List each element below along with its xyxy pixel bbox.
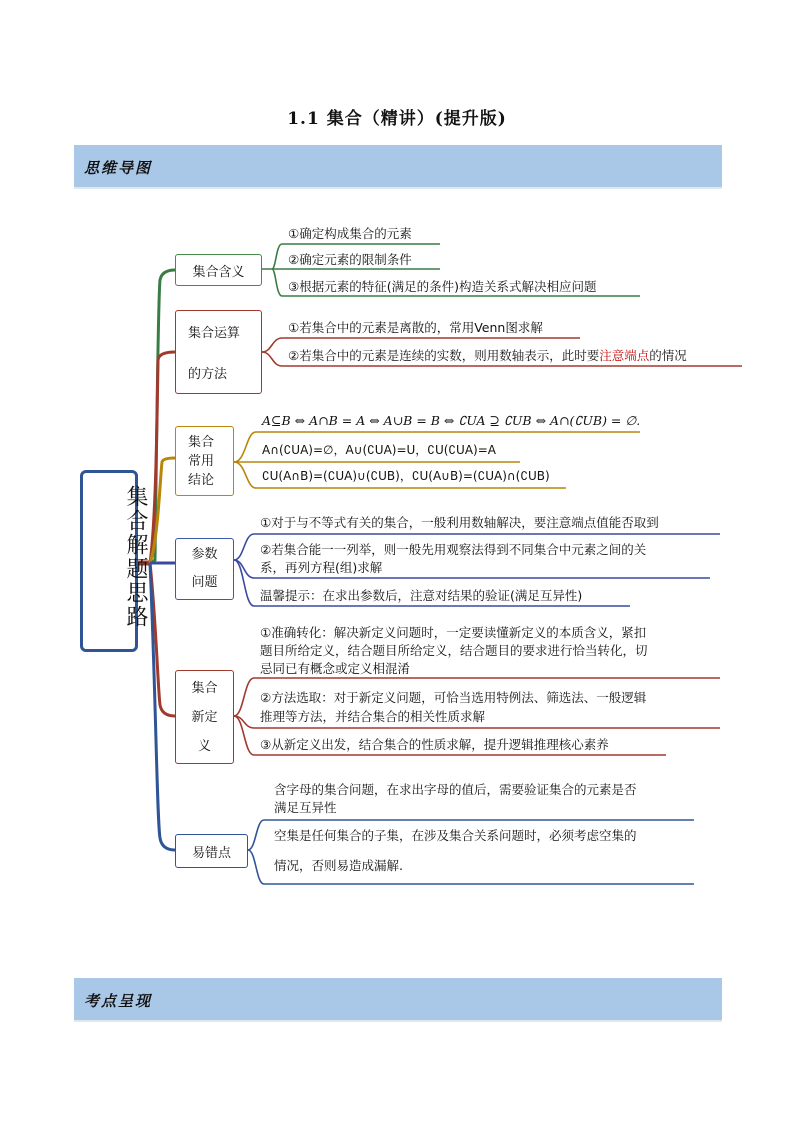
branch-label: 易错点 [191, 845, 231, 861]
branch-label-line1: 集合 [191, 680, 218, 696]
formula-text: A⊆B ⇔ A∩B = A ⇔ A∪B = B ⇔ ∁UA ⊇ ∁UB ⇔ A∩(∁UB) = ∅. [262, 413, 641, 428]
leaf-text: 含字母的集合问题，在求出字母的值后，需要验证集合的元素是否 [274, 782, 637, 797]
leaf-text: 系，再列方程(组)求解 [260, 560, 383, 575]
leaf-text: 情况，否则易造成漏解. [274, 858, 403, 873]
branch-node-parameter-problems [175, 538, 234, 600]
branch-node-set-operations [175, 310, 262, 394]
leaf-text: 题目所给定义，结合题目所给定义，结合题目的要求进行恰当转化，切 [260, 643, 648, 658]
branch-label-line1: 集合 [188, 434, 215, 450]
leaf-text: ②若集合能一一列举，则一般先用观察法得到不同集合中元素之间的关 [260, 542, 647, 557]
section-banner-label: 思维导图 [84, 159, 153, 177]
leaf-text: ②确定元素的限制条件 [288, 252, 412, 267]
branch-label-line3: 义 [197, 738, 211, 754]
branch-label-line1: 集合运算 [188, 326, 241, 341]
section-banner-key-points [74, 978, 722, 1022]
branch-node-new-definition [175, 670, 234, 764]
formula-text: ∁U(A∩B)=(∁UA)∪(∁UB)，∁U(A∪B)=(∁UA)∩(∁UB) [262, 469, 550, 483]
leaf-text: ①准确转化：解决新定义问题时，一定要读懂新定义的本质含义，紧扣 [260, 625, 647, 640]
leaf-text: 满足互异性 [274, 800, 337, 815]
leaf-text: ②若集合中的元素是连续的实数，则用数轴表示，此时要 [288, 348, 600, 363]
leaf-text: 空集是任何集合的子集，在涉及集合关系问题时，必须考虑空集的 [274, 828, 637, 843]
leaf-text: ①确定构成集合的元素 [288, 226, 412, 241]
branch-node-error-prone [175, 834, 248, 868]
mindmap-root-label: 集合解题思路 [123, 485, 148, 629]
leaf-text: 的情况 [649, 348, 687, 363]
branch-node-common-conclusions [175, 426, 234, 496]
leaf-text: 忌同已有概念或定义相混淆 [260, 661, 411, 676]
leaf-text: ③从新定义出发，结合集合的性质求解，提升逻辑推理核心素养 [260, 737, 609, 752]
leaf-text: 温馨提示：在求出参数后，注意对结果的验证(满足互异性) [260, 588, 583, 603]
branch-label-line2: 问题 [191, 575, 218, 590]
branch-label-line2: 新定 [191, 709, 218, 725]
branch-label-line2: 常用 [188, 453, 215, 469]
leaf-text-row [288, 346, 687, 365]
branch-label: 集合含义 [192, 264, 245, 280]
branch-node-set-meaning [175, 254, 262, 286]
leaf-text: 推理等方法，并结合集合的相关性质求解 [260, 709, 486, 724]
leaf-text: ①对于与不等式有关的集合，一般利用数轴解决，要注意端点值能否取到 [260, 515, 659, 530]
leaf-text: ②方法选取：对于新定义问题，可恰当选用特例法、筛选法、一般逻辑 [260, 690, 647, 705]
mindmap-root [80, 470, 148, 652]
leaf-text: ③根据元素的特征(满足的条件)构造关系式解决相应问题 [288, 279, 597, 294]
highlight-text: 注意端点 [599, 348, 650, 363]
page-title: 1.1 集合（精讲）(提升版) [287, 109, 507, 129]
branch-label-line2: 的方法 [188, 367, 228, 382]
section-banner-label: 考点呈现 [84, 992, 153, 1010]
formula-text: A∩(∁UA)=∅，A∪(∁UA)=U，∁U(∁UA)=A [262, 443, 496, 457]
branch-label-line3: 结论 [188, 472, 215, 488]
branch-label-line1: 参数 [191, 547, 218, 562]
leaf-text: ①若集合中的元素是离散的，常用Venn图求解 [288, 320, 543, 335]
